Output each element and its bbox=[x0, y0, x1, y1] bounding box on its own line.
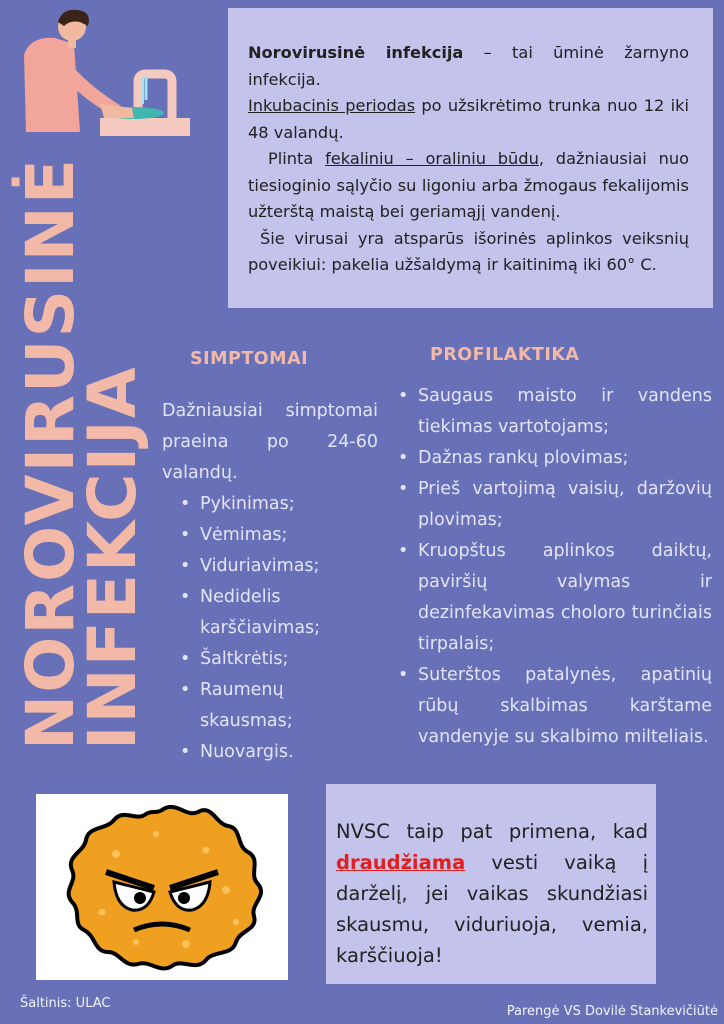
vertical-title bbox=[12, 157, 151, 750]
source-credit: Šaltinis: ULAC bbox=[20, 996, 111, 1011]
incubation-link: Inkubacinis periodas bbox=[248, 96, 416, 115]
symptoms-section bbox=[162, 396, 378, 768]
list-item: • Pykinimas; bbox=[178, 489, 378, 520]
list-item: • Kruopštus aplinkos daiktų, paviršių valymas ir dezinfekavimas choloro turinčiais tirpalais; bbox=[396, 536, 712, 660]
virus-image-frame bbox=[36, 794, 288, 980]
symptoms-intro: Dažniausiai simptomai praeina po 24-60 valandų. bbox=[162, 401, 378, 483]
list-item: • Suterštos patalynės, apatinių rūbų skalbimas karštame vandenyje su skalbimo milteliais. bbox=[396, 660, 712, 753]
prevention-list bbox=[396, 381, 712, 753]
intro-paragraph-3: Plinta fekaliniu – oraliniu būdu, dažniausiai nuo tiesioginio sąlyčio su ligoniu arba žmogaus fekalijomis užterštą maistą bei geriamąjį vandenį. bbox=[248, 149, 689, 221]
prevention-heading: PROFILAKTIKA bbox=[430, 345, 580, 365]
prevention-section bbox=[396, 381, 712, 753]
list-item: • Dažnas rankų plovimas; bbox=[396, 443, 712, 474]
title-line-2: INFEKCIJA bbox=[74, 365, 151, 750]
disease-name: Norovirusinė infekcija bbox=[248, 43, 464, 62]
notice-panel: NVSC taip pat primena, kad draudžiama vesti vaiką į darželį, jei vaikas skundžiasi skausmu, viduriuoja, vemia, karščiuoja! bbox=[326, 784, 656, 984]
list-item: • Šaltkrėtis; bbox=[178, 644, 378, 675]
list-item: • Viduriavimas; bbox=[178, 551, 378, 582]
list-item: • Vėmimas; bbox=[178, 520, 378, 551]
list-item: • Raumenų skausmas; bbox=[178, 675, 378, 737]
hand-washing-illustration bbox=[0, 0, 200, 150]
transmission-link: fekaliniu – oraliniu būdu bbox=[325, 149, 539, 168]
list-item: • Saugaus maisto ir vandens tiekimas vartotojams; bbox=[396, 381, 712, 443]
intro-paragraph-1: Norovirusinė infekcija – tai ūminė žarnyno infekcija. bbox=[248, 43, 689, 89]
symptoms-heading: SIMPTOMAI bbox=[190, 349, 309, 369]
intro-paragraph-2: Inkubacinis periodas po užsikrėtimo trunka nuo 12 iki 48 valandų. bbox=[248, 96, 689, 142]
intro-panel bbox=[228, 8, 713, 308]
list-item: • Nuovargis. bbox=[178, 737, 378, 768]
intro-paragraph-4: Šie virusai yra atsparūs išorinės aplinkos veiksnių poveikiui: pakelia užšaldymą ir kaitinimą iki 60° C. bbox=[248, 228, 689, 274]
author-credit: Parengė VS Dovilė Stankevičiūtė bbox=[506, 1004, 718, 1019]
title-line-1: NOROVIRUSINĖ bbox=[12, 157, 89, 750]
angry-virus-illustration bbox=[36, 794, 288, 980]
warning-highlight: draudžiama bbox=[336, 851, 466, 874]
list-item: • Prieš vartojimą vaisių, daržovių plovimas; bbox=[396, 474, 712, 536]
list-item: • Nedidelis karščiavimas; bbox=[178, 582, 378, 644]
symptoms-list bbox=[178, 489, 378, 768]
